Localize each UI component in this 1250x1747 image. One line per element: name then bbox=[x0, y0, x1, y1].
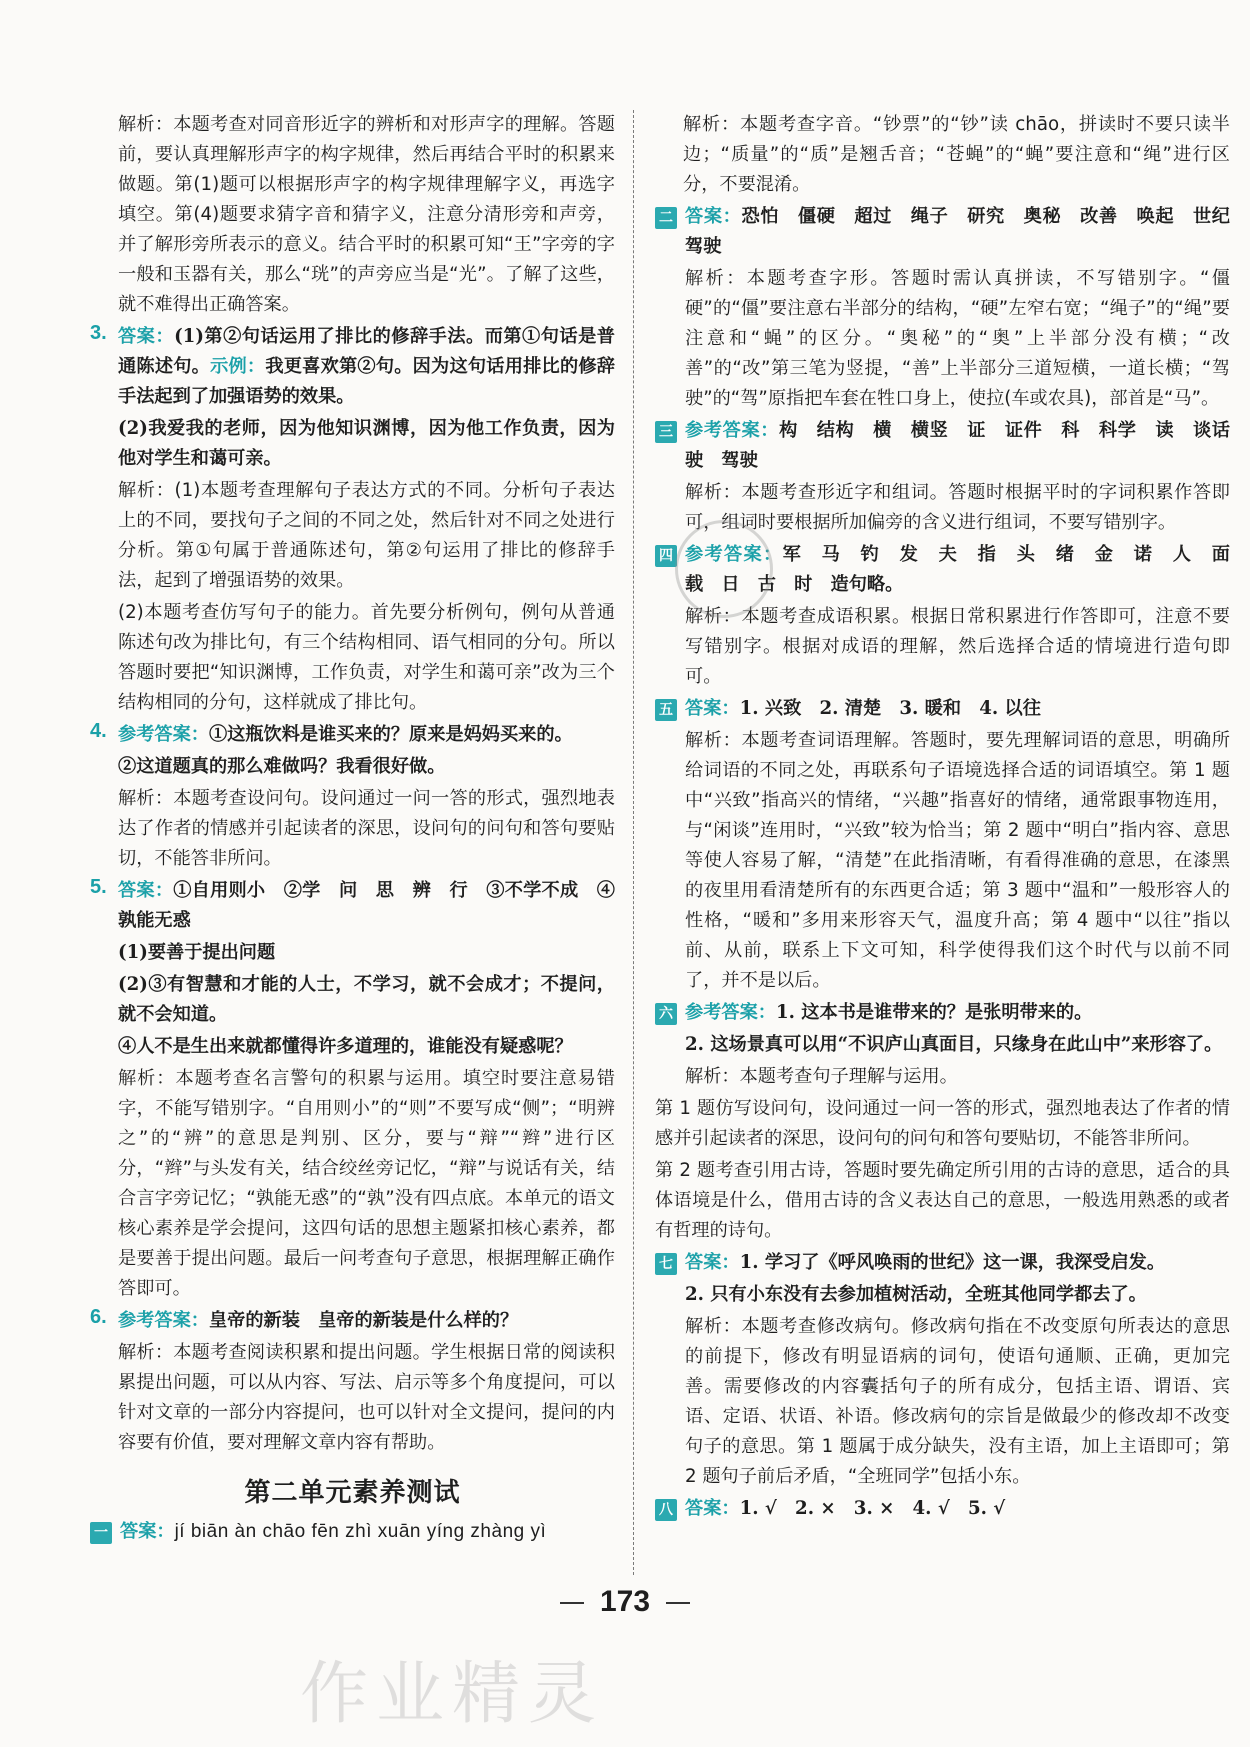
question-number: 6. bbox=[90, 1306, 107, 1328]
analysis-text: 解析：(1)本题考查理解句子表达方式的不同。分析句子表达上的不同，要找句子之间的不同之处，然后针对不同之处进行分析。第①句属于普通陈述句，第②句运用了排比的修辞手法，起到了增强语势的效果。 bbox=[118, 480, 615, 591]
answer-text: 1. 兴致 2. 清楚 3. 暖和 4. 以往 bbox=[739, 698, 1041, 719]
answer-tag: 参考答案： bbox=[685, 544, 783, 565]
analysis-text: 解析：本题考查成语积累。根据日常积累进行作答即可，注意不要写错别字。根据对成语的理解，然后选择合适的情境进行造句即可。 bbox=[685, 606, 1230, 687]
answer-text: (1)要善于提出问题 bbox=[118, 942, 276, 963]
answer-tag: 参考答案： bbox=[118, 1310, 209, 1331]
answer-text: 2. 只有小东没有去参加植树活动，全班其他同学都去了。 bbox=[685, 1284, 1147, 1305]
answer-tag: 答案： bbox=[685, 1252, 740, 1273]
analysis-text: 解析：本题考查形近字和组词。答题时根据平时的字词积累作答即可，组词时要根据所加偏旁的含义进行组词，不要写错别字。 bbox=[685, 482, 1230, 533]
section-badge: 二 bbox=[655, 207, 677, 229]
answer-text: 1. 学习了《呼风唤雨的世纪》这一课，我深受启发。 bbox=[739, 1252, 1166, 1273]
section-badge: 七 bbox=[655, 1253, 677, 1275]
analysis-text: 解析：本题考查字音。“钞票”的“钞”读 chāo，拼读时不要只读半边；“质量”的“质”是翘舌音；“苍蝇”的“蝇”要注意和“绳”进行区分，不要混淆。 bbox=[683, 114, 1230, 195]
answer-text: 构 结构 横 横竖 证 证件 科 科学 读 谈话 驶 驾驶 bbox=[685, 420, 1249, 471]
section-7 bbox=[655, 1248, 1230, 1492]
question-3 bbox=[90, 322, 615, 718]
analysis-text: 解析：本题考查修改病句。修改病句指在不改变原句所表达的意思的前提下，修改有明显语病的词句，使语句通顺、正确，更加完善。需要修改的内容囊括句子的所有成分，包括主语、谓语、宾语、定语、状语、补语。修改病句的宗旨是做最少的修改却不改变句子的意思。第 1 题属于成分缺失，没有主语，加上主语即可；第 2 题句子前后矛盾，“全班同学”包括小东。 bbox=[685, 1316, 1230, 1487]
answer-tag: 参考答案： bbox=[118, 724, 209, 745]
answer-text: 我更喜欢第②句。因为这句话用排比的修辞手法起到了加强语势的效果。 bbox=[118, 356, 615, 407]
section-6 bbox=[655, 998, 1230, 1246]
right-column bbox=[655, 110, 1249, 1526]
answer-text: (2)③有智慧和才能的人士，不学习，就不会成才；不提问，就不会知道。 bbox=[118, 974, 615, 1025]
question-number: 3. bbox=[90, 322, 107, 344]
pinyin-answer: jí biān àn chāo fēn zhì xuān yíng zhàng yì bbox=[174, 1521, 547, 1542]
analysis-text: 解析：本题考查句子理解与运用。 bbox=[685, 1066, 958, 1087]
answer-text: 恐怕 僵硬 超过 绳子 研究 奥秘 改善 唤起 世纪 驾驶 bbox=[685, 206, 1249, 257]
page-number-text: 173 bbox=[599, 1585, 651, 1618]
faint-stamp-mark bbox=[675, 520, 773, 618]
answer-tag: 答案： bbox=[685, 698, 740, 719]
section-1 bbox=[90, 1517, 615, 1547]
watermark: 作业精灵 bbox=[300, 1655, 605, 1734]
answer-text: (1)第②句话运用了排比的修辞手法。而第①句话是普通陈述句。 bbox=[118, 326, 615, 377]
page-number bbox=[0, 1585, 1250, 1619]
column-divider bbox=[633, 110, 634, 1575]
example-tag: 示例： bbox=[210, 356, 266, 377]
answer-tag: 参考答案： bbox=[685, 1002, 776, 1023]
analysis-text: 解析：本题考查名言警句的积累与运用。填空时要注意易错字，不能写错别字。“自用则小”的“则”不要写成“侧”；“明辨之”的“辨”的意思是判别、区分，要与“辩”“辫”进行区分，“辫”与头发有关，结合绞丝旁记忆，“辩”与说话有关，结合言字旁记忆；“孰能无惑”的“孰”没有四点底。本单元的语文核心素养是学会提问，这四句话的思想主题紧扣核心素养，都是要善于提出问题。最后一问考查句子意思，根据理解正确作答即可。 bbox=[118, 1068, 615, 1299]
analysis-text: 解析：本题考查阅读积累和提出问题。学生根据日常的阅读积累提出问题，可以从内容、写法、启示等多个角度提问，可以针对文章的一部分内容提问，也可以针对全文提问，提问的内容要有价值，要对理解文章内容有帮助。 bbox=[118, 1342, 615, 1453]
analysis-text: (2)本题考查仿写句子的能力。首先要分析例句，例句从普通陈述句改为排比句，有三个结构相同、语气相同的分句。所以答题时要把“知识渊博，工作负责，对学生和蔼可亲”改为三个结构相同的分句，这样就成了排比句。 bbox=[118, 602, 615, 713]
section-5 bbox=[655, 694, 1230, 996]
answer-tag: 答案： bbox=[118, 880, 174, 901]
section-2 bbox=[655, 202, 1249, 414]
section-8 bbox=[655, 1494, 1230, 1524]
answer-text: 2. 这场景真可以用“不识庐山真面目，只缘身在此山中”来形容了。 bbox=[685, 1034, 1223, 1055]
unit-title: 第二单元素养测试 bbox=[244, 1478, 461, 1508]
section-badge: 三 bbox=[655, 421, 677, 443]
answer-text: 皇帝的新装 皇帝的新装是什么样的？ bbox=[208, 1310, 519, 1331]
answer-tag: 答案： bbox=[118, 326, 175, 347]
answer-text: 军 马 钓 发 夫 指 头 绪 金 诺 人 面 载 日 古 时 造句略。 bbox=[685, 544, 1249, 595]
analysis-text: 第 1 题仿写设问句，设问通过一问一答的形式，强烈地表达了作者的情感并引起读者的深思，设问句的问句和答句要贴切，不能答非所问。 bbox=[655, 1098, 1230, 1149]
answer-text: ②这道题真的那么难做吗？我看很好做。 bbox=[118, 756, 446, 777]
section-badge: 四 bbox=[655, 545, 677, 567]
analysis-text: 解析：本题考查词语理解。答题时，要先理解词语的意思，明确所给词语的不同之处，再联系句子语境选择合适的词语填空。第 1 题中“兴致”指高兴的情绪，“兴趣”指喜好的情绪，通常跟事物连用，与“闲谈”连用时，“兴致”较为恰当；第 2 题中“明白”指内容、意思等使人容易了解，“清楚”在此指清晰，有看得准确的意思，在漆黑的夜里用看清楚所有的东西更合适；第 3 题中“温和”一般形容人的性格，“暖和”多用来形容天气，温度升高；第 4 题中“以往”指以前、从前，联系上下文可知，科学使得我们这个时代与以前不同了，并不是以后。 bbox=[685, 730, 1230, 991]
section-3 bbox=[655, 416, 1249, 538]
answer-tag: 答案： bbox=[120, 1521, 175, 1542]
question-4 bbox=[90, 720, 615, 874]
section-badge: 八 bbox=[655, 1499, 677, 1521]
answer-text: 1. √ 2. × 3. × 4. √ 5. √ bbox=[739, 1498, 1006, 1519]
intro-analysis: 解析：本题考查对同音形近字的辨析和对形声字的理解。答题前，要认真理解形声字的构字规律，然后再结合平时的积累来做题。第(1)题可以根据形声字的构字规律理解字义，再选字填空。第(4)题要求猜字音和猜字义，注意分清形旁和声旁，并了解形旁所表示的意义。结合平时的积累可知“王”字旁的字一般和玉器有关，那么“珖”的声旁应当是“光”。了解了这些，就不难得出正确答案。 bbox=[118, 114, 615, 315]
question-6 bbox=[90, 1306, 615, 1458]
answer-tag: 答案： bbox=[685, 206, 742, 227]
question-number: 5. bbox=[90, 876, 107, 898]
answer-text: ①这瓶饮料是谁买来的？原来是妈妈买来的。 bbox=[208, 724, 573, 745]
question-5 bbox=[90, 876, 615, 1304]
answer-tag: 参考答案： bbox=[685, 420, 780, 441]
section-badge: 一 bbox=[90, 1522, 112, 1544]
answer-text: 1. 这本书是谁带来的？是张明带来的。 bbox=[775, 1002, 1093, 1023]
question-number: 4. bbox=[90, 720, 107, 742]
page-number-dash bbox=[666, 1602, 690, 1604]
left-column bbox=[90, 110, 615, 1549]
analysis-text: 解析：本题考查字形。答题时需认真拼读，不写错别字。“僵硬”的“僵”要注意右半部分的结构，“硬”左窄右宽；“绳子”的“绳”要注意和“蝇”的区分。“奥秘”的“奥”上半部分没有横；“改善”的“改”第三笔为竖提，“善”上半部分三道短横，一道长横；“驾驶”的“驾”原指把车套在牲口身上，使拉(车或农具)，部首是“马”。 bbox=[685, 268, 1230, 409]
analysis-text: 第 2 题考查引用古诗，答题时要先确定所引用的古诗的意思，适合的具体语境是什么，借用古诗的含义表达自己的意思，一般选用熟悉的或者有哲理的诗句。 bbox=[655, 1160, 1230, 1241]
page-number-dash bbox=[560, 1602, 584, 1604]
section-badge: 六 bbox=[655, 1003, 677, 1025]
answer-text: ④人不是生出来就都懂得许多道理的，谁能没有疑惑呢？ bbox=[118, 1036, 573, 1057]
analysis-text: 解析：本题考查设问句。设问通过一问一答的形式，强烈地表达了作者的情感并引起读者的深思，设问句的问句和答句要贴切，不能答非所问。 bbox=[118, 788, 615, 869]
answer-text: (2)我爱我的老师，因为他知识渊博，因为他工作负责，因为他对学生和蔼可亲。 bbox=[118, 418, 615, 469]
answer-tag: 答案： bbox=[685, 1498, 740, 1519]
section-badge: 五 bbox=[655, 699, 677, 721]
answer-text: ①自用则小 ②学 问 思 辨 行 ③不学不成 ④孰能无惑 bbox=[118, 880, 615, 931]
